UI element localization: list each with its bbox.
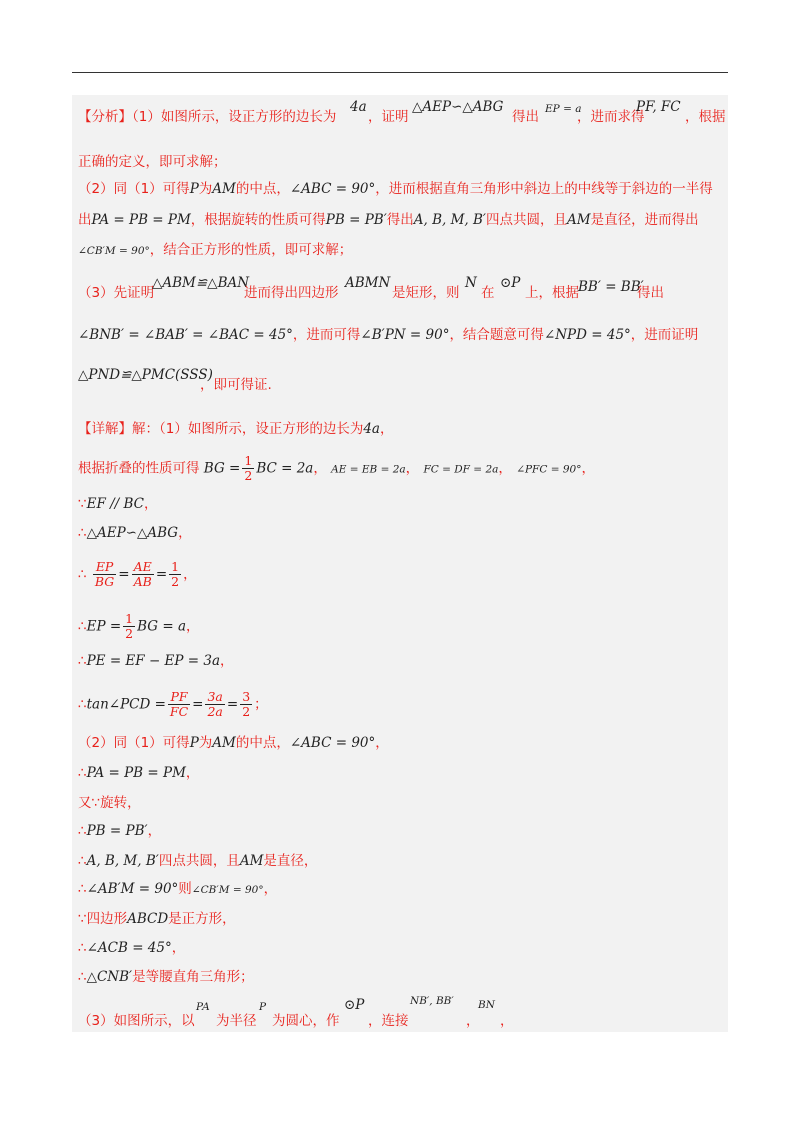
analysis-line-1: 【分析】（1）如图所示，设正方形的边长为 <box>78 109 337 125</box>
math-ep: EP = a <box>545 103 582 115</box>
math-congruent: △ABM≌△BAN <box>152 275 250 291</box>
header-rule <box>72 72 728 73</box>
step-tan: ∴tan∠PCD = $\frac{PF}{FC}$ = $\frac{3a}{2a}$ = $\frac{3}{2}$ ； <box>78 689 268 719</box>
step-concyclic: ∴A, B, M, B′四点共圆，且AM是直径， <box>78 853 318 869</box>
step-pb: ∴PB = PB′， <box>78 823 162 839</box>
analysis-p2-line-3: ∠CB′M = 90°，结合正方形的性质，即可求解； <box>78 242 353 258</box>
analysis-p2-line-1: （2）同（1）可得P为AM的中点，∠ABC = 90°，进而根据直角三角形中斜边上的中线等于斜边的一半得 <box>78 181 713 197</box>
step-ep: ∴EP = $\frac{1}{2}$ BG = a， <box>78 611 200 641</box>
math-pf-fc: PF, FC <box>636 99 681 115</box>
step-isosceles: ∴△CNB′是等腰直角三角形； <box>78 969 254 985</box>
detail-tag: 【详解】 <box>78 421 132 437</box>
math-sss: △PND≌△PMC(SSS) <box>78 367 213 383</box>
detail-intro: 【详解】解：（1）如图所示，设正方形的边长为4a， <box>78 421 394 437</box>
step-pe: ∴PE = EF − EP = 3a， <box>78 653 234 669</box>
detail-fold-line: 根据折叠的性质可得 BG = $\frac{1}{2}$ BC = 2a， AE = EB = 2a， FC = DF = 2a， ∠PFC = 90°， <box>78 453 595 483</box>
analysis-p2-line-2: 出PA = PB = PM，根据旋转的性质可得PB = PB′得出A, B, M, B′四点共圆，且AM是直径，进而得出 <box>78 212 699 228</box>
step-parallel: ∵EF // BC， <box>78 496 158 512</box>
math-4a: 4a <box>350 99 367 115</box>
step-pa-pb-pm: ∴PA = PB = PM， <box>78 765 200 781</box>
step-acb: ∴∠ACB = 45°， <box>78 940 186 956</box>
step-rotation: 又∵旋转， <box>78 795 141 811</box>
step-right-angle: ∴∠AB′M = 90°则∠CB′M = 90°， <box>78 881 278 897</box>
step-square: ∵四边形ABCD是正方形， <box>78 911 236 927</box>
analysis-line-2: 正确的定义，即可求解； <box>78 154 227 170</box>
analysis-p3-line-2: ∠BNB′ = ∠BAB′ = ∠BAC = 45°，进而可得∠B′PN = 90°，结合题意可得∠NPD = 45°，进而证明 <box>78 327 699 343</box>
analysis-tag: 【分析】 <box>78 109 132 125</box>
step-similar: ∴△AEP∽△ABG， <box>78 525 192 541</box>
step-ratio: ∴ $\frac{EP}{BG}$ = $\frac{AE}{AB}$ = $\frac{1}{2}$ ， <box>78 559 197 589</box>
step-part2: （2）同（1）可得P为AM的中点，∠ABC = 90°， <box>78 735 389 751</box>
math-similar: △AEP∽△ABG <box>412 99 504 115</box>
